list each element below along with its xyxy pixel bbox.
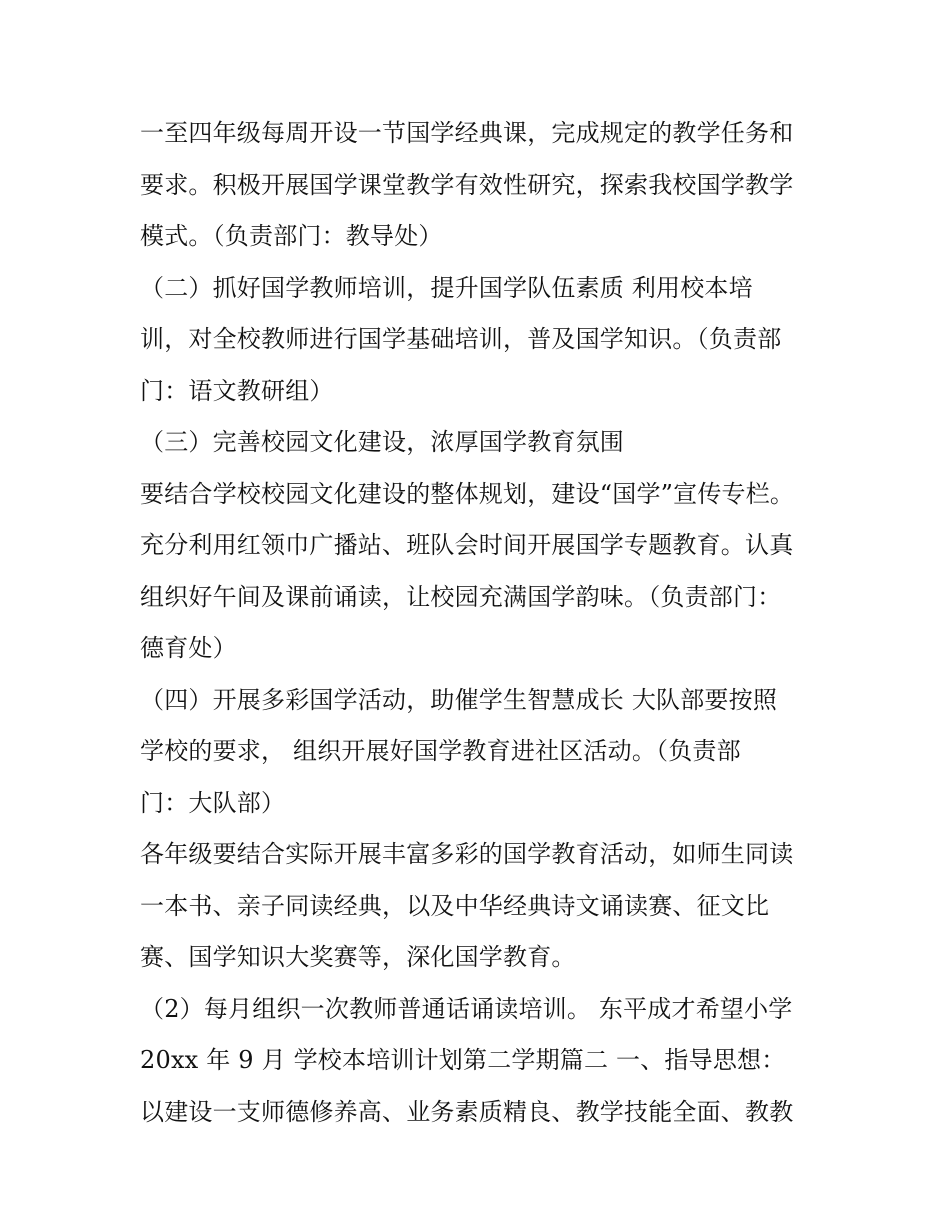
text-line: 一本书、亲子同读经典，以及中华经典诗文诵读赛、征文比 bbox=[140, 891, 770, 920]
text-line: 以建设一支师德修养高、业务素质精良、教学技能全面、教教 bbox=[140, 1097, 794, 1126]
document-body bbox=[140, 108, 820, 1138]
section-heading-line: （三）完善校园文化建设，浓厚国学教育氛围 bbox=[140, 428, 624, 456]
text-line: 充分利用红领巾广播站、班队会时间开展国学专题教育。认真 bbox=[140, 531, 794, 559]
text-line: 门：语文教研组） bbox=[140, 376, 334, 405]
text-line: 模式。（负责部门：教导处） bbox=[140, 222, 443, 250]
text-line: 各年级要结合实际开展丰富多彩的国学教育活动，如师生同读 bbox=[140, 840, 794, 868]
text-line: 组织好午间及课前诵读，让校园充满国学韵味。（负责部门： bbox=[140, 582, 782, 611]
section-heading-line: （四）开展多彩国学活动，助催学生智慧成长 大队部要按照 bbox=[140, 685, 778, 714]
text-line: 学校的要求， 组织开展好国学教育进社区活动。（负责部 bbox=[140, 737, 741, 765]
text-line: 德育处） bbox=[140, 634, 237, 662]
text-line: 门：大队部） bbox=[140, 788, 286, 817]
text-line: 要求。积极开展国学课堂教学有效性研究，探索我校国学教学 bbox=[140, 170, 794, 199]
text-line: 20xx 年 9 月 学校本培训计划第二学期篇二 一、指导思想： bbox=[140, 1046, 786, 1074]
text-line: 要结合学校校园文化建设的整体规划，建设“国学”宣传专栏。 bbox=[140, 479, 795, 508]
text-line: （2）每月组织一次教师普通话诵读培训。 东平成才希望小学 bbox=[140, 994, 793, 1023]
text-line: 一至四年级每周开设一节国学经典课，完成规定的教学任务和 bbox=[140, 119, 794, 147]
text-line: 训，对全校教师进行国学基础培训，普及国学知识。（负责部 bbox=[140, 325, 782, 353]
section-heading-line: （二）抓好国学教师培训，提升国学队伍素质 利用校本培 bbox=[140, 273, 753, 302]
text-line: 赛、国学知识大奖赛等，深化国学教育。 bbox=[140, 943, 576, 971]
